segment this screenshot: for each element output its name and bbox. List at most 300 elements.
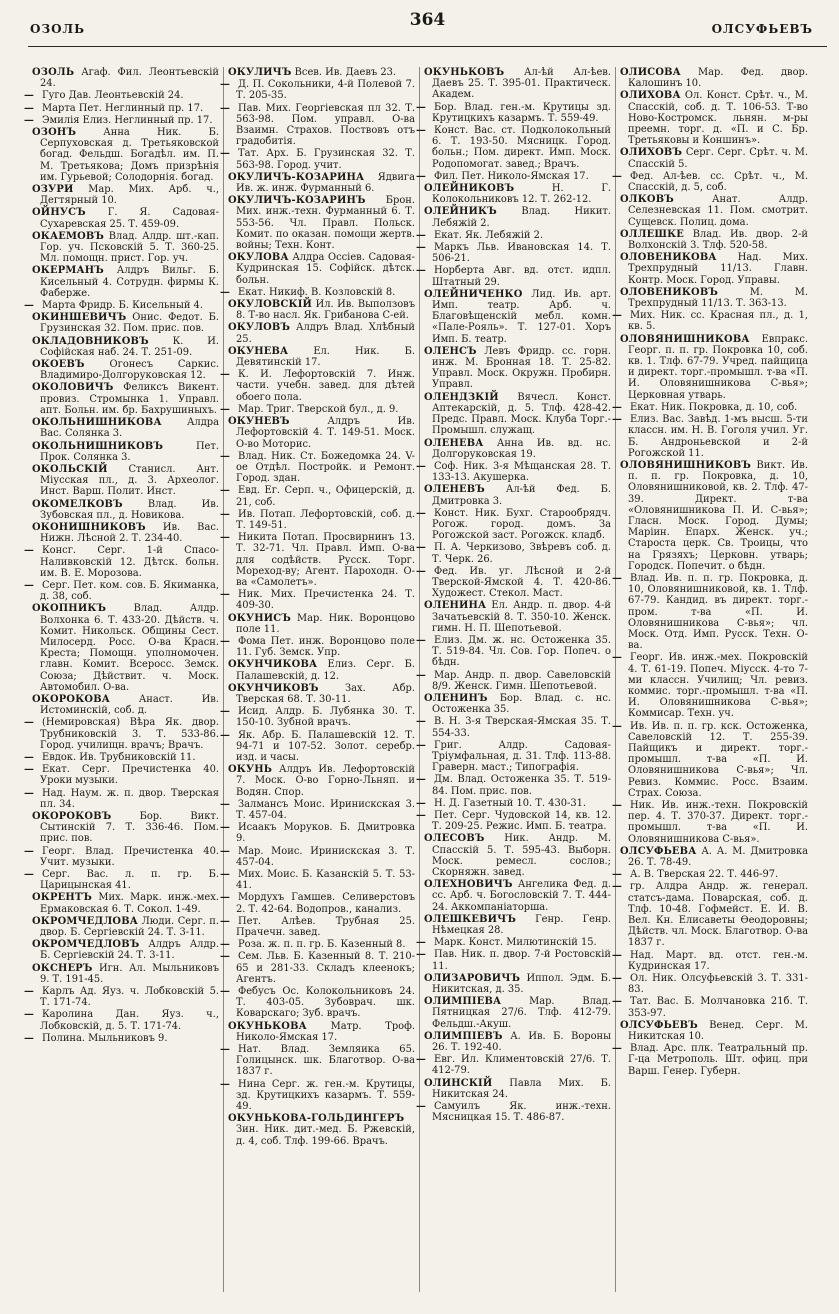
entry-surname: ОЛИХОВА <box>620 90 681 102</box>
entry-details: Григ. Алдр. Садовая-Тріумфальная, д. 31. Тлф. 113-88. Граверн. маст.; Типографія. <box>432 739 611 774</box>
directory-subentry <box>220 450 415 485</box>
entry-surname: ОКОРОКОВЪ <box>32 811 112 822</box>
entry-details: Генр. Генр. Нѣмецкая 28. <box>432 913 611 937</box>
directory-subentry <box>416 669 611 692</box>
entry-details: Павла Мих. Б. Никитская 24. <box>432 1077 612 1100</box>
entry-surname: ОКУНЬКОВА <box>228 1020 307 1032</box>
entry-dash: — <box>416 242 426 254</box>
entry-surname: ОКУНЬКОВА-ГОЛЬДИНГЕРЪ <box>228 1113 405 1125</box>
directory-entry <box>32 522 219 544</box>
entry-dash: — <box>220 951 230 963</box>
entry-details: Маркъ Льв. Ивановская 14. Т. 506-21. <box>432 242 611 265</box>
entry-details: Сем. Льв. Б. Казенный 8. Т. 210-65 и 281-33. Складъ клеенокъ; Агентъ. <box>236 951 415 985</box>
entry-surname: ОКУЛОВА <box>228 252 289 264</box>
directory-subentry <box>220 148 415 171</box>
directory-subentry <box>612 170 808 194</box>
entry-surname: ОЛОВЯНИШНИКОВЪ <box>620 459 752 471</box>
entry-surname: ОКОРОКОВА <box>32 693 110 705</box>
entry-surname: ОЛИНСКІЙ <box>424 1077 493 1089</box>
entry-details: Бор. Влад. с. нс. Остоженка 35. <box>432 692 612 716</box>
entry-details: Фил. Пет. Николо-Ямская 17. <box>434 170 589 182</box>
entry-dash: — <box>220 589 230 601</box>
directory-entry <box>424 879 611 913</box>
entry-details: Ив. Потап. Лефортовскій, соб. д. Т. 149-51. <box>236 508 415 531</box>
column-3 <box>416 67 616 1292</box>
directory-subentry <box>416 937 611 949</box>
entry-surname: ОЛОВЕНИКОВЪ <box>620 286 719 298</box>
entry-details: Алдръ Влад. Хлѣбный 25. <box>236 322 416 345</box>
entry-details: Ангелика Фед. д. сс. Арб. ч. Богословскій 7. Т. 444-24. Аккомпаніаторша. <box>432 879 612 913</box>
entry-details: Эмилія Елиз. Неглинный пр. 17. <box>42 114 213 126</box>
entry-details: Екат. Ник. Покровка, д. 10, соб. <box>630 401 798 413</box>
entry-dash: — <box>220 845 230 857</box>
directory-subentry <box>220 986 415 1020</box>
entry-dash: — <box>220 532 230 544</box>
directory-entry <box>620 846 808 868</box>
directory-subentry <box>24 1032 219 1044</box>
entry-details: Пав. Ник. п. двор. 7-й Ростовскій 11. <box>432 949 611 972</box>
directory-subentry <box>612 949 808 972</box>
entry-details: Агаф. Фил. Леонтьевскій 24. <box>40 67 219 90</box>
directory-entry <box>424 346 611 391</box>
directory-entry <box>32 939 219 961</box>
entry-details: Люди. Серг. п. двор. Б. Сергіевскій 24. Т. 3-11. <box>40 915 220 939</box>
entry-details: Елиз. Дм. ж. нс. Остоженка 35. Т. 519-84. Чл. Сов. Гор. Попеч. о бѣдн. <box>432 634 611 669</box>
entry-details: Мар. Андр. п. двор. Савеловскій 8/9. Женск. Гимн. Шепотьевой. <box>432 669 611 692</box>
directory-entry <box>228 322 415 344</box>
entry-dash: — <box>24 1009 34 1021</box>
directory-subentry <box>416 507 611 542</box>
entry-details: Н. Г. Колокольниковъ 12. Т. 262-12. <box>432 183 611 206</box>
entry-surname: ОЛЕСОВЪ <box>424 833 485 845</box>
directory-subentry <box>612 720 808 799</box>
directory-subentry <box>416 229 611 241</box>
directory-subentry <box>220 915 415 939</box>
entry-surname: ОКЕРМАНЪ <box>32 265 104 277</box>
entry-dash: — <box>24 717 34 729</box>
entry-dash: — <box>416 949 426 961</box>
directory-subentry <box>24 545 219 579</box>
directory-subentry <box>416 1054 611 1077</box>
entry-details: Алдръ Ив. Лефортовскій 7. Моск. О-во Горно-Льняп. и Водян. Спор. <box>236 764 416 798</box>
entry-details: Дм. Влад. Остоженка 35. Т. 519-84. Пом. прис. пов. <box>432 774 611 797</box>
directory-subentry <box>612 996 808 1019</box>
entry-dash: — <box>220 822 230 834</box>
directory-entry <box>228 613 415 635</box>
entry-details: Марта Пет. Неглинный пр. 17. <box>42 102 204 114</box>
entry-details: Венед. Серг. М. Никитская 10. <box>628 1019 809 1043</box>
entry-details: Д. П. Сокольники, 4-й Полевой 7. Т. 205-35. <box>236 79 415 102</box>
entry-dash: — <box>220 148 230 160</box>
entry-details: Влад. Арс. плк. Театральный пр. Г-ца Метрополь. Шт. офиц. при Варш. Генер. Губерн. <box>628 1043 808 1077</box>
entry-dash: — <box>416 1054 426 1066</box>
directory-entry <box>424 600 611 634</box>
directory-entry <box>228 764 415 798</box>
directory-subentry <box>24 787 219 810</box>
entry-details: Викт. Ив. п. п. гр. Покровка, д. 10, Оловянишниковой, кв. 2. Тлф. 47-39. Директ. т-ва «Оловянишникова П. И. С-вья»; Гласн. Моск. Город. Думы; Маріин. Епарх. Женск. уч.; Староста церк. Св. Троицы, что на Грязяхъ; Церковн. утварь; Городск. Попечит. о бѣдн. <box>628 459 808 572</box>
entry-details: Серг. Серг. Срѣт. ч. М. Спасскій 5. <box>628 147 809 170</box>
directory-entry <box>620 334 808 401</box>
entry-details: М. М. Трехпрудный 11/13. Т. 363-13. <box>628 286 808 310</box>
entry-dash: — <box>612 401 622 413</box>
directory-subentry <box>24 102 219 114</box>
entry-surname: ОКОПНИКЪ <box>32 603 107 615</box>
entry-details: Серг. Вас. л. п. гр. Б. Царицынская 41. <box>40 869 219 892</box>
entry-surname: ОКОЛЬСКІЙ <box>32 463 108 475</box>
directory-subentry <box>220 508 415 531</box>
entry-surname: ОЛЕНИНА <box>424 600 487 612</box>
entry-details: Бор. Влад. ген.-м. Крутицы зд. Крутицкихъ казармъ. Т. 559-49. <box>432 101 611 124</box>
directory-entry <box>620 287 808 309</box>
entry-surname: ОКРОМЧЕДЛОВЪ <box>32 939 140 951</box>
directory-subentry <box>220 892 415 915</box>
directory-entry <box>228 299 415 321</box>
directory-entry <box>424 1031 611 1053</box>
directory-subentry <box>416 739 611 774</box>
entry-surname: ОКУНЧИКОВА <box>228 659 318 671</box>
entry-dash: — <box>612 996 622 1008</box>
entry-dash: — <box>416 774 426 786</box>
entry-surname: ОЛОВЯНИШНИКОВА <box>620 333 750 345</box>
entry-details: Пет. Серг. Чудовской 14, кв. 12. Т. 209-25. Режис. Имп. Б. театра. <box>432 810 611 833</box>
entry-details: Лид. Ив. арт. Имп. театр. Арб. ч. Благовѣщенскій мебл. комн. «Пале-Рояль». Т. 127-01. Хоръ Имп. Б. театр. <box>432 288 611 345</box>
directory-entry <box>32 336 219 358</box>
entry-details: Георг. Ив. инж.-мех. Покровскій 4. Т. 61-19. Попеч. Міусск. 4-то 7-ми классн. Училищ; Чл. ревиз. коммис. торг.-промышл. т-ва «П. И. Оловянишникова С-вья»; Коммисар. Техн. уч. <box>628 652 808 720</box>
entry-details: Ник. Ив. инж.-техн. Покровскій пер. 4. Т. 370-37. Директ. торг.-промышл. т-ва «П. И. Оловянишникова С-вья». <box>628 800 808 845</box>
entry-details: П. А. Черкизово, Звѣревъ соб. д. Т. Черк. 26. <box>432 542 611 565</box>
entry-dash: — <box>416 739 426 751</box>
entry-details: Матр. Троф. Николо-Ямская 17. <box>236 1020 415 1043</box>
entry-details: Екат. Серг. Пречистенка 40. Уроки музыки. <box>40 764 219 787</box>
entry-dash: — <box>24 545 34 557</box>
entry-surname: ОКЛАДОВНИКОВЪ <box>32 335 149 347</box>
directory-entry <box>32 916 219 938</box>
entry-surname: ОКУНЬКОВЪ <box>424 67 505 78</box>
directory-subentry <box>220 869 415 892</box>
directory-entry <box>424 833 611 878</box>
entry-details: Мар. Ник. Воронцово поле 11. <box>236 612 416 635</box>
entry-dash: — <box>24 869 34 881</box>
entry-details: Конст. Ник. Бухг. Старообрядч. Рогож. город. домъ. За Рогожской заст. Рогожск. кладб. <box>432 507 611 542</box>
directory-subentry <box>220 589 415 612</box>
entry-dash: — <box>220 798 230 810</box>
entry-details: Як. Абр. Б. Палашевскій 12. Т. 94-71 и 107-52. Золот. серебр. изд. и часы. <box>236 729 415 763</box>
entry-dash: — <box>416 170 426 182</box>
entry-surname: ОКИНШЕВИЧЪ <box>32 312 127 324</box>
entry-details: Ник. Андр. М. Спасскій 5. Т. 595-43. Выборн. Моск. ремесл. сослов.; Скорняжн. завед. <box>432 833 612 879</box>
entry-surname: ОЛСУФЬЕВЪ <box>620 1019 698 1031</box>
entry-details: В. Н. 3-я Тверская-Ямская 35. Т. 554-33. <box>432 716 611 739</box>
directory-subentry <box>220 1078 415 1113</box>
directory-entry <box>620 147 808 169</box>
entry-surname: ОКУНЕВЪ <box>228 416 290 428</box>
entry-dash: — <box>24 579 34 591</box>
directory-entry <box>424 484 611 506</box>
directory-subentry <box>612 572 808 652</box>
header-right-keyword: ОЛСУФЬЕВЪ <box>711 22 813 36</box>
directory-subentry <box>24 90 219 102</box>
entry-details: Исаакъ Моруков. Б. Дмитровка 9. <box>236 822 415 845</box>
entry-details: К. И. Лефортовскій 7. Инж. части. учебн. завед. для дѣтей обоего пола. <box>236 369 415 403</box>
header-left-keyword: ОЗОЛЬ <box>30 22 86 36</box>
entry-dash: — <box>416 810 426 821</box>
directory-subentry <box>24 845 219 868</box>
directory-entry <box>424 438 611 460</box>
directory-entry <box>424 183 611 205</box>
entry-details: Елиз. Серг. Б. Палашевскій, д. 12. <box>236 659 416 682</box>
directory-entry <box>228 67 415 78</box>
entry-details: Марк. Конст. Милютинскій 15. <box>434 937 597 949</box>
directory-subentry <box>220 951 415 985</box>
directory-entry <box>424 914 611 936</box>
entry-details: К. И. Софійская наб. 24. Т. 251-09. <box>40 335 220 358</box>
entry-details: А. А. М. Дмитровка 26. Т. 78-49. <box>628 845 808 869</box>
directory-subentry <box>416 797 611 809</box>
directory-entry <box>228 346 415 368</box>
entry-details: Евпракс. Георг. п. п. гр. Покровка 10, соб. кв. 1. Тлф. 67-79. Учред. пайщица и директ. торг.-промышл. т-ва «П. И. Оловянишникова С-вья»; Церковная утварь. <box>628 333 808 401</box>
directory-entry <box>32 417 219 439</box>
directory-entry <box>620 460 808 572</box>
entry-details: Зин. Ник. дит.-мед. Б. Ржевскій, д. 4, соб. Тлф. 199-66. Врачъ. <box>236 1124 415 1147</box>
entry-details: Ел. Андр. п. двор. 4-й Зачатьевскій 8. Т. 350-10. Женск. гимн. Н. П. Шепотьевой. <box>432 600 612 634</box>
entry-details: Мар. Мих. Арб. ч., Дегтярный 10. <box>40 184 220 207</box>
entry-dash: — <box>220 635 230 647</box>
entry-surname: ОЛЕНЕВА <box>424 437 484 449</box>
entry-surname: ОКОЛЬНИШНИКОВЪ <box>32 440 164 452</box>
directory-subentry <box>612 652 808 720</box>
directory-subentry <box>612 1043 808 1077</box>
entry-details: Ал-ѣй Фед. Б. Дмитровка 3. <box>432 484 612 507</box>
directory-entry <box>424 973 611 995</box>
entry-details: Ол. Конст. Срѣт. ч., М. Спасскій, соб. д. Т. 106-53. Т-во Ново-Костромск. льнян. м-ры преемн. торг. д. «П. и С. Бр. Третьяковы и Коншинъ». <box>628 90 809 147</box>
directory-subentry <box>220 286 415 298</box>
entry-details: Ал-ѣй Ал-ѣев. Даевъ 25. Т. 395-01. Практическ. Академ. <box>432 67 611 101</box>
directory-entry <box>32 694 219 716</box>
entry-surname: ОКУНЬ <box>228 764 273 776</box>
entry-details: Тат. Вас. Б. Молчановка 21б. Т. 353-97. <box>628 996 808 1019</box>
entry-dash: — <box>416 1101 426 1113</box>
directory-entry <box>424 289 611 345</box>
entry-dash: — <box>612 973 622 985</box>
directory-subentry <box>612 310 808 333</box>
entry-details: Анаст. Ив. Истоминскій, соб. д. <box>40 693 220 717</box>
directory-entry <box>32 359 219 381</box>
entry-details: Ив. Вас. Нижн. Лѣсной 2. Т. 234-40. <box>40 521 219 545</box>
entry-details: Брон. Мих. инж.-техн. Фурманный 6. Т. 553-56. Чл. Правл. Польск. Комит. по оказан. помощи жертв. войны; Техн. Конт. <box>236 195 415 252</box>
entry-details: Над. Мих. Трехпрудный 11/13. Главн. Контр. Моск. Город. Управы. <box>628 252 808 286</box>
entry-dash: — <box>220 869 230 881</box>
directory-subentry <box>220 635 415 659</box>
entry-dash: — <box>416 507 426 519</box>
entry-details: Алдръ Ив. Лефортовскій 4. Т. 149-51. Моск. О-во Моторис. <box>236 416 415 450</box>
entry-details: Елиз. Вас. Завѣд. 1-мъ высш. 5-ти классн. им. Н. В. Гоголя учил. Уг. Б. Андроньевской и 2-й Рогожской 11. <box>628 414 808 459</box>
entry-details: Полина. Мыльниковъ 9. <box>42 1032 168 1044</box>
entry-dash: — <box>612 869 622 881</box>
entry-details: Конст. Вас. ст. Подколокольный 6. Т. 193-50. Мясницк. Город. больн.; Пом. директ. Имп. Моск. Родопомогат. завед.; Врачъ. <box>432 125 611 170</box>
entry-dash: — <box>24 114 34 126</box>
entry-surname: ОЛЕЙНИКЪ <box>424 206 497 218</box>
entry-surname: ОЛЕХНОВИЧЪ <box>424 879 513 891</box>
entry-dash: — <box>24 764 34 776</box>
entry-details: Левъ Фридр. сс. горн. инж. М. Бронная 18. Т. 25-82. Управл. Моск. Окружн. Пробирн. Управл. <box>432 345 611 391</box>
entry-dash: — <box>24 787 34 799</box>
entry-details: Бор. Викт. Сытинскій 7. Т. 336-46. Пом. прис. пов. <box>40 811 219 845</box>
directory-subentry <box>612 869 808 881</box>
directory-subentry <box>24 751 219 763</box>
directory-subentry <box>416 949 611 972</box>
entry-details: Гуго Дав. Леонтьевскій 24. <box>42 90 184 102</box>
directory-subentry <box>416 460 611 484</box>
entry-details: Мар. Триг. Тверской бул., д. 9. <box>238 403 399 415</box>
entry-details: Г. Я. Садовая-Сухаревская 25. Т. 459-09. <box>40 207 219 230</box>
entry-dash: — <box>612 170 622 182</box>
entry-surname: ОКРЕНТЪ <box>32 892 93 904</box>
entry-surname: ОЛИСОВА <box>620 67 681 78</box>
directory-subentry <box>220 532 415 588</box>
directory-subentry <box>416 242 611 265</box>
entry-details: Мордухъ Гамшев. Селиверстовъ 2. Т. 42-64. Водопров., канализ. <box>236 892 415 915</box>
directory-subentry <box>416 716 611 739</box>
directory-subentry <box>612 800 808 845</box>
entry-details: Ол. Ник. Олсуфьевскій 3. Т. 331-83. <box>628 973 808 996</box>
entry-details: Мих. Марк. инж.-мех. Ермаковская 6. Т. Сокол. 1-49. <box>40 892 219 915</box>
entry-dash: — <box>416 797 426 809</box>
entry-details: Анна Ник. Б. Серпуховская д. Третьяковской богад. Фельдш. Богадѣл. им. П. М. Третьякова; Домъ призрѣнія им. Гурьевой; Солодорнія. богад. <box>40 127 219 183</box>
entry-details: Ник. Мих. Пречистенка 24. Т. 409-30. <box>236 589 415 612</box>
directory-subentry <box>416 1101 611 1124</box>
directory-subentry <box>220 369 415 403</box>
directory-subentry <box>220 706 415 729</box>
directory-entry <box>228 683 415 705</box>
entry-dash: — <box>220 450 230 462</box>
entry-surname: ОКУЛИЧЪ <box>228 67 292 78</box>
directory-entry <box>424 67 611 101</box>
directory-entry <box>228 172 415 194</box>
directory-entry <box>32 127 219 183</box>
entry-details: Фебусъ Ос. Колокольниковъ 24. Т. 403-05. Зубоврач. шк. Коварскаго; Зуб. врачъ. <box>236 986 415 1020</box>
directory-subentry <box>416 265 611 288</box>
directory-entry <box>32 382 219 416</box>
entry-dash: — <box>416 634 426 646</box>
entry-dash: — <box>24 102 34 114</box>
directory-entry <box>228 1021 415 1043</box>
entry-dash: — <box>220 369 230 381</box>
entry-dash: — <box>24 845 34 857</box>
entry-details: гр. Алдра Андр. ж. генерал. статсъ-дама. Поварская, соб. д. Тлф. 10-48. Гофмейст. Е. И. В. Вел. Кн. Елисаветы Өеодоровны; Дѣйств. чл. Моск. Благотвор. О-ва 1837 г. <box>628 881 808 949</box>
entry-details: Мар. Влад. Пятницкая 27/6. Тлф. 412-79. Фельдш.-Акуш. <box>432 996 611 1030</box>
entry-dash: — <box>220 729 230 741</box>
entry-details: Над. Наум. ж. п. двор. Тверская пл. 34. <box>40 787 219 810</box>
directory-entry <box>32 231 219 265</box>
entry-details: Влад. Алдр. шт.-кап. Гор. уч. Псковскій 5. Т. 360-25. Мл. помощн. прист. Гор. уч. <box>40 230 220 265</box>
entry-details: Георг. Влад. Пречистенка 40. Учит. музыки. <box>40 845 219 868</box>
directory-subentry <box>220 1044 415 1078</box>
directory-entry <box>620 90 808 146</box>
entry-details: Роза. ж. п. п. гр. Б. Казенный 8. <box>238 939 406 951</box>
entry-dash: — <box>612 414 622 426</box>
entry-surname: ОКОЕВЪ <box>32 359 85 371</box>
entry-dash: — <box>612 949 622 961</box>
entry-dash: — <box>416 937 426 949</box>
entry-dash: — <box>220 485 230 497</box>
directory-subentry <box>416 542 611 565</box>
directory-subentry <box>416 125 611 170</box>
entry-dash: — <box>416 542 426 554</box>
entry-dash: — <box>416 125 426 137</box>
entry-dash: — <box>416 669 426 681</box>
entry-details: Каролина Дан. Яуз. ч., Лобковскій, д. 5. Т. 171-74. <box>40 1009 219 1032</box>
directory-subentry <box>220 79 415 102</box>
entry-details: Мих. Моис. Б. Казанскій 5. Т. 53-41. <box>236 869 415 892</box>
directory-entry <box>620 67 808 89</box>
columns <box>24 67 827 1292</box>
entry-details: Ил. Ив. Выползовъ 8. Т-во насл. Як. Грибанова С-ей. <box>236 299 415 322</box>
entry-surname: ОКУЛИЧЪ-КОЗАРИНЪ <box>228 195 366 207</box>
entry-details: А. В. Тверская 22. Т. 446-97. <box>630 869 779 881</box>
directory-subentry <box>220 822 415 845</box>
directory-subentry <box>220 798 415 821</box>
entry-surname: ОКОЛОВИЧЪ <box>32 382 114 394</box>
entry-details: Ел. Ник. Б. Девятинскій 17. <box>236 345 415 369</box>
entry-dash: — <box>220 1078 230 1090</box>
directory-subentry <box>220 485 415 508</box>
entry-surname: ОЛЛЕШКЕ <box>620 228 685 240</box>
directory-entry <box>228 1113 415 1147</box>
directory-subentry <box>24 717 219 751</box>
entry-details: Влад. Ник. Ст. Божедомка 24. V-ое Отдѣл. Постройк. и Ремонт. Город. здан. <box>236 450 415 485</box>
directory-subentry <box>416 101 611 124</box>
directory-subentry <box>220 729 415 764</box>
entry-dash: — <box>24 986 34 998</box>
entry-details: Мар. Фед. двор. Калошинъ 10. <box>628 67 809 90</box>
entry-details: Иппол. Эдм. Б. Никитская, д. 35. <box>432 972 612 996</box>
entry-details: Влад. Ив. Зубовская пл., д. Новикова. <box>40 498 219 521</box>
directory-entry <box>32 603 219 693</box>
entry-dash: — <box>220 403 230 415</box>
entry-surname: ОЙНУСЪ <box>32 207 86 219</box>
column-1 <box>24 67 224 1292</box>
directory-entry <box>424 693 611 715</box>
entry-dash: — <box>220 915 230 927</box>
entry-details: Алдра Оссіев. Садовая-Кудринская 15. Софійск. дѣтск. больн. <box>236 252 415 286</box>
directory-subentry <box>24 986 219 1009</box>
directory-entry <box>228 252 415 286</box>
entry-dash: — <box>612 1043 622 1055</box>
entry-surname: ОЛИМПІЕВЪ <box>424 1030 503 1042</box>
entry-dash: — <box>220 1044 230 1056</box>
entry-details: Фома Пет. инж. Воронцово поле 11. Губ. Земск. Упр. <box>236 635 415 659</box>
directory-entry <box>228 659 415 681</box>
entry-details: Залмансъ Моис. Иринискская 3. Т. 457-04. <box>236 798 415 821</box>
entry-surname: ОЛИМПІЕВА <box>424 996 502 1008</box>
page-number: 364 <box>409 10 446 30</box>
entry-details: Зах. Абр. Тверская 68. Т. 30-11. <box>236 682 415 705</box>
entry-surname: ОЛЕЙНИЧЕНКО <box>424 288 523 300</box>
entry-surname: ОЗОНЪ <box>32 127 77 139</box>
entry-surname: ОЛСУФЬЕВА <box>620 845 697 857</box>
entry-details: Алдръ Вильг. Б. Кисельный 4. Сотрудн. фирмы К. Фаберже. <box>40 265 219 299</box>
entry-details: Пет. Алѣев. Трубная 25. Прачечн. завед. <box>236 915 415 939</box>
directory-entry <box>620 1020 808 1042</box>
entry-dash: — <box>416 265 426 277</box>
entry-surname: ОКРОМЧЕДЛОВА <box>32 915 138 927</box>
entry-details: Фед. Ал-ѣев. сс. Срѣт. ч., М. Спасскій, д. 5, соб. <box>628 170 808 194</box>
entry-dash: — <box>612 720 622 732</box>
directory-entry <box>620 194 808 228</box>
directory-entry <box>32 464 219 498</box>
entry-surname: ОКУЛОВСКІЙ <box>228 299 313 311</box>
directory-subentry <box>24 764 219 787</box>
